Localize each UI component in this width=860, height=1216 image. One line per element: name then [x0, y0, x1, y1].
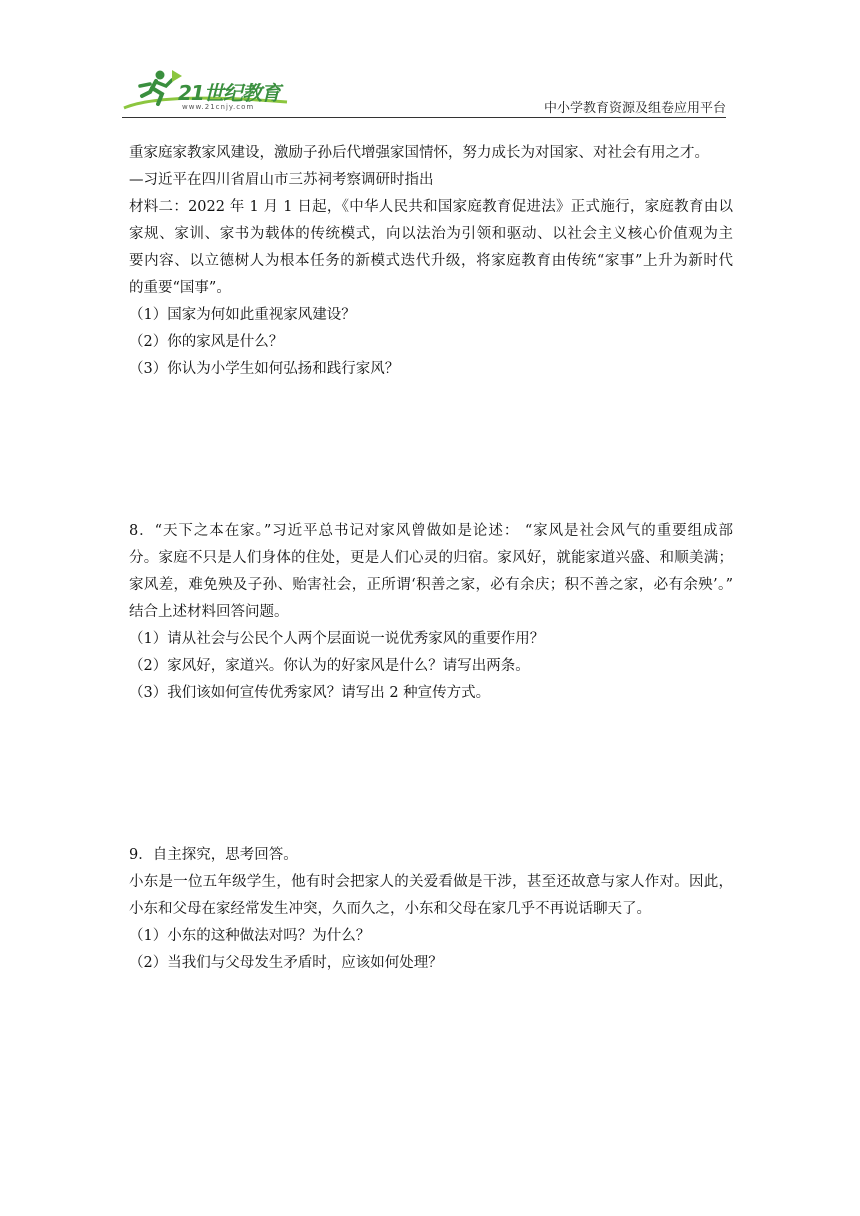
- q8-text-line-4: 结合上述材料回答问题。: [129, 604, 289, 620]
- logo-text: 21世纪教育: [178, 81, 280, 105]
- q7-subquestion-1: （1）国家为何如此重视家风建设？: [129, 307, 356, 323]
- document-body: [129, 140, 733, 977]
- q9-title: 9．自主探究，思考回答。: [129, 847, 298, 863]
- q7-material-two-line-2: 家规、家训、家书为载体的传统模式，向以法治为引领和驱动、以社会主义核心价值观为主: [129, 226, 733, 242]
- q8-text-line-1: 8．“天下之本在家。”习近平总书记对家风曾做如是论述： “家风是社会风气的重要组成部: [129, 523, 733, 539]
- q8-text-line-2: 分。家庭不只是人们身体的住处，更是人们心灵的归宿。家风好，就能家道兴盛、和顺美满；: [129, 550, 733, 566]
- q9-subquestion-1: （1）小东的这种做法对吗？为什么？: [129, 928, 371, 944]
- q7-subquestion-3: （3）你认为小学生如何弘扬和践行家风？: [129, 361, 400, 377]
- q7-quote-attribution: —习近平在四川省眉山市三苏祠考察调研时指出: [129, 172, 434, 188]
- q8-subquestion-2: （2）家风好，家道兴。你认为的好家风是什么？请写出两条。: [129, 658, 530, 674]
- q7-material-two-line-3: 要内容、以立德树人为根本任务的新模式迭代升级，将家庭教育由传统“家事”上升为新时代: [129, 253, 733, 269]
- q7-material-two-line-1: 材料二：2022 年 1 月 1 日起，《中华人民共和国家庭教育促进法》正式施行，家庭教育由以: [129, 199, 733, 215]
- q9-subquestion-2: （2）当我们与父母发生矛盾时，应该如何处理？: [129, 955, 443, 971]
- q9-text-line-2: 小东和父母在家经常发生冲突，久而久之，小东和父母在家几乎不再说话聊天了。: [129, 901, 651, 917]
- platform-name: 中小学教育资源及组卷应用平台: [543, 101, 726, 116]
- page-header: [0, 0, 860, 130]
- q7-subquestion-2: （2）你的家风是什么？: [129, 334, 284, 350]
- logo-url-text: www.21cnjy.com: [182, 103, 255, 111]
- q7-text-line-1: 重家庭家教家风建设，激励子孙后代增强家国情怀，努力成长为对国家、对社会有用之才。: [129, 145, 709, 161]
- q8-text-line-3: 家风差，难免殃及子孙、贻害社会，正所谓‘积善之家，必有余庆；积不善之家，必有余殃’。”: [129, 577, 733, 593]
- header-divider: [122, 117, 726, 118]
- logo-21cnjy: [122, 66, 292, 116]
- q7-material-two-line-4: 的重要“国事”。: [129, 280, 231, 296]
- q9-text-line-1: 小东是一位五年级学生，他有时会把家人的关爱看做是干涉，甚至还故意与家人作对。因此，: [129, 874, 733, 890]
- q8-subquestion-1: （1）请从社会与公民个人两个层面说一说优秀家风的重要作用？: [129, 631, 545, 647]
- q8-subquestion-3: （3）我们该如何宣传优秀家风？请写出 2 种宣传方式。: [129, 685, 491, 701]
